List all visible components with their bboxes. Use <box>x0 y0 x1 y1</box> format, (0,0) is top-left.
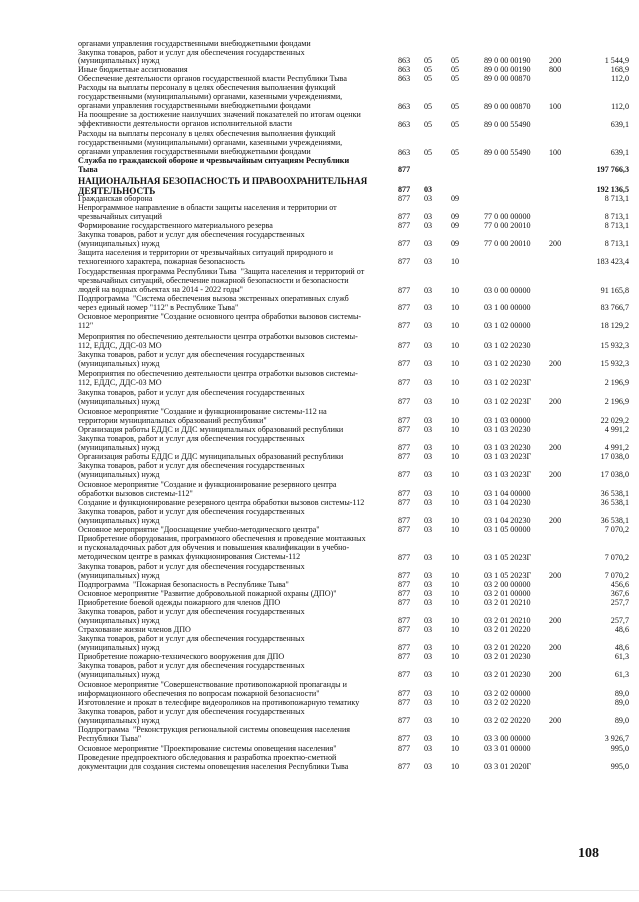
amount: 17 038,0 <box>600 470 629 479</box>
target-article-code: 03 1 02 20230 <box>484 341 531 350</box>
amount: 197 766,3 <box>596 165 629 174</box>
ministry-code: 877 <box>398 257 411 266</box>
amount: 3 926,7 <box>604 734 629 743</box>
ministry-code: 877 <box>398 194 411 203</box>
amount: 456,6 <box>610 580 629 589</box>
ministry-code: 877 <box>398 239 411 248</box>
section-code: 03 <box>424 416 433 425</box>
section-code: 03 <box>424 625 433 634</box>
amount: 18 129,2 <box>600 321 629 330</box>
row-name: Основное мероприятие "Проектирование системы оповещения населения" <box>78 744 337 753</box>
amount: 8 713,1 <box>604 194 629 203</box>
row-name: (муниципальных) нужд <box>78 56 160 65</box>
amount: 112,0 <box>611 74 629 83</box>
amount: 168,9 <box>610 65 629 74</box>
amount: 4 991,2 <box>604 425 629 434</box>
ministry-code: 863 <box>398 56 411 65</box>
section-code: 03 <box>424 470 433 479</box>
target-article-code: 03 1 02 00000 <box>484 321 531 330</box>
target-article-code: 03 1 05 2023Г <box>484 571 532 580</box>
section-code: 03 <box>424 443 433 452</box>
ministry-code: 877 <box>398 643 411 652</box>
section-code: 03 <box>424 598 433 607</box>
row-name: Организация работы ЕДДС и ДДС муниципальных образований республики <box>78 425 344 434</box>
section-code: 03 <box>424 286 433 295</box>
subsection-code: 10 <box>451 397 460 406</box>
ministry-code: 863 <box>398 65 411 74</box>
subsection-code: 10 <box>451 580 460 589</box>
target-article-code: 03 1 02 20230 <box>484 359 531 368</box>
section-code: 03 <box>424 321 433 330</box>
row-name: Иные бюджетные ассигнования <box>78 65 188 74</box>
section-code: 03 <box>424 194 433 203</box>
target-article-code: 77 0 00 20010 <box>484 239 531 248</box>
expense-type-code: 200 <box>549 516 562 525</box>
expense-type-code: 100 <box>549 148 562 157</box>
ministry-code: 877 <box>398 286 411 295</box>
amount: 7 070,2 <box>604 571 629 580</box>
row-name: Закупка товаров, работ и услуг для обеспечения государственных (муниципальных) нужд <box>78 661 305 679</box>
target-article-code: 03 2 01 00000 <box>484 589 531 598</box>
subsection-code: 10 <box>451 734 460 743</box>
row-name: Закупка товаров, работ и услуг для обеспечения государственных <box>78 48 305 57</box>
row-name: Подпрограмма "Реконструкция региональной системы оповещения населения Республики Тыва" <box>78 725 351 743</box>
row-name: Закупка товаров, работ и услуг для обеспечения государственных (муниципальных) нужд <box>78 607 305 625</box>
amount: 995,0 <box>610 762 629 771</box>
section-code: 05 <box>424 120 433 129</box>
target-article-code: 03 1 02 2023Г <box>484 397 532 406</box>
target-article-code: 03 1 04 20230 <box>484 498 531 507</box>
section-code: 03 <box>424 452 433 461</box>
ministry-code: 863 <box>398 148 411 157</box>
amount: 257,7 <box>610 616 629 625</box>
target-article-code: 89 0 00 00190 <box>484 65 531 74</box>
subsection-code: 10 <box>451 744 460 753</box>
ministry-code: 877 <box>398 670 411 679</box>
ministry-code: 877 <box>398 212 411 221</box>
target-article-code: 03 1 02 2023Г <box>484 378 532 387</box>
subsection-code: 10 <box>451 303 460 312</box>
subsection-code: 10 <box>451 643 460 652</box>
ministry-code: 877 <box>398 580 411 589</box>
expense-type-code: 800 <box>549 65 562 74</box>
target-article-code: 03 1 04 20230 <box>484 516 531 525</box>
target-article-code: 03 1 05 00000 <box>484 525 531 534</box>
subsection-code: 05 <box>451 65 460 74</box>
row-name: Закупка товаров, работ и услуг для обеспечения государственных (муниципальных) нужд <box>78 230 305 248</box>
section-code: 03 <box>424 571 433 580</box>
amount: 7 070,2 <box>604 525 629 534</box>
subsection-code: 05 <box>451 102 460 111</box>
expense-type-code: 200 <box>549 56 562 65</box>
subsection-code: 05 <box>451 148 460 157</box>
amount: 2 196,9 <box>604 378 629 387</box>
expense-type-code: 200 <box>549 470 562 479</box>
expense-type-code: 200 <box>549 716 562 725</box>
ministry-code: 877 <box>398 516 411 525</box>
row-name: Основное мероприятие "Создание и функционирование системы-112 на территории муниципальных образований республики" <box>78 407 327 425</box>
amount: 8 713,1 <box>604 212 629 221</box>
row-name: Приобретение боевой одежды пожарного для членов ДПО <box>78 598 281 607</box>
target-article-code: 03 2 01 20230 <box>484 652 531 661</box>
section-code: 03 <box>424 525 433 534</box>
target-article-code: 03 1 03 2023Г <box>484 470 532 479</box>
row-name: Закупка товаров, работ и услуг для обеспечения государственных (муниципальных) нужд <box>78 388 305 406</box>
ministry-code: 877 <box>398 571 411 580</box>
section-code: 03 <box>424 303 433 312</box>
section-code: 03 <box>424 378 433 387</box>
subsection-code: 09 <box>451 239 460 248</box>
subsection-code: 10 <box>451 525 460 534</box>
ministry-code: 877 <box>398 425 411 434</box>
row-name: Основное мероприятие "Дооснащение учебно-методического центра" <box>78 525 320 534</box>
ministry-code: 877 <box>398 452 411 461</box>
row-name: Закупка товаров, работ и услуг для обеспечения государственных (муниципальных) нужд <box>78 707 305 725</box>
amount: 257,7 <box>610 598 629 607</box>
ministry-code: 877 <box>398 625 411 634</box>
target-article-code: 03 3 01 00000 <box>484 744 531 753</box>
amount: 4 991,2 <box>604 443 629 452</box>
subsection-code: 10 <box>451 452 460 461</box>
subsection-code: 10 <box>451 698 460 707</box>
subsection-code: 10 <box>451 489 460 498</box>
amount: 8 713,1 <box>604 239 629 248</box>
section-code: 03 <box>424 397 433 406</box>
row-name: Закупка товаров, работ и услуг для обеспечения государственных (муниципальных) нужд <box>78 461 305 479</box>
target-article-code: 03 1 03 20230 <box>484 443 531 452</box>
row-name: Закупка товаров, работ и услуг для обеспечения государственных (муниципальных) нужд <box>78 562 305 580</box>
target-article-code: 03 2 01 20210 <box>484 616 531 625</box>
target-article-code: 03 1 03 20230 <box>484 425 531 434</box>
target-article-code: 03 0 00 00000 <box>484 286 531 295</box>
amount: 36 538,1 <box>600 516 629 525</box>
amount: 61,3 <box>614 652 629 661</box>
target-article-code: 03 2 01 20230 <box>484 670 531 679</box>
ministry-code: 877 <box>398 303 411 312</box>
row-name: Государственная программа Республики Тыва "Защита населения и территорий от чрезвычайных ситуаций, обеспечение пожарной безопасности и безопасности людей на водных объектах на 2014 - 2022 годы" <box>78 267 365 294</box>
row-name: Подпрограмма "Система обеспечения вызова экстренных оперативных служб через единый номер "112" в Республике Тыва" <box>78 294 349 312</box>
row-name: Страхование жизни членов ДПО <box>78 625 191 634</box>
subsection-code: 09 <box>451 221 460 230</box>
row-name: Организация работы ЕДДС и ДДС муниципальных образований республики <box>78 452 344 461</box>
target-article-code: 03 2 02 20220 <box>484 716 531 725</box>
row-name: НАЦИОНАЛЬНАЯ БЕЗОПАСНОСТЬ И ПРАВООХРАНИТЕЛЬНАЯ ДЕЯТЕЛЬНОСТЬ <box>78 176 368 196</box>
section-code: 03 <box>424 716 433 725</box>
row-name: Закупка товаров, работ и услуг для обеспечения государственных (муниципальных) нужд <box>78 350 305 368</box>
subsection-code: 10 <box>451 716 460 725</box>
amount: 89,0 <box>614 716 629 725</box>
ministry-code: 877 <box>398 762 411 771</box>
subsection-code: 05 <box>451 120 460 129</box>
amount: 367,6 <box>610 589 629 598</box>
target-article-code: 77 0 00 00000 <box>484 212 531 221</box>
subsection-code: 10 <box>451 498 460 507</box>
expense-type-code: 200 <box>549 616 562 625</box>
amount: 36 538,1 <box>600 489 629 498</box>
section-code: 03 <box>424 425 433 434</box>
subsection-code: 09 <box>451 194 460 203</box>
amount: 83 766,7 <box>600 303 629 312</box>
subsection-code: 10 <box>451 286 460 295</box>
subsection-code: 10 <box>451 341 460 350</box>
ministry-code: 863 <box>398 120 411 129</box>
section-code: 05 <box>424 148 433 157</box>
amount: 2 196,9 <box>604 397 629 406</box>
ministry-code: 877 <box>398 598 411 607</box>
amount: 22 029,2 <box>600 416 629 425</box>
target-article-code: 03 2 01 20220 <box>484 625 531 634</box>
section-code: 03 <box>424 185 433 194</box>
row-name: Проведение предпроектного обследования и разработка проектно-сметной документации для создания системы оповещения населения Республики Тыва <box>78 753 349 771</box>
target-article-code: 89 0 00 55490 <box>484 148 531 157</box>
amount: 15 932,3 <box>600 359 629 368</box>
subsection-code: 10 <box>451 378 460 387</box>
subsection-code: 10 <box>451 598 460 607</box>
ministry-code: 877 <box>398 716 411 725</box>
section-code: 05 <box>424 65 433 74</box>
amount: 995,0 <box>610 744 629 753</box>
row-name: Основное мероприятие "Создание основного центра обработки вызовов системы- 112" <box>78 312 362 330</box>
subsection-code: 10 <box>451 589 460 598</box>
row-name: Расходы на выплаты персоналу в целях обеспечения выполнения функций государственными (муниципальными) органами, казенными учреждениями, органами управления государственными внебюджетными фондами <box>78 83 343 110</box>
amount: 17 038,0 <box>600 452 629 461</box>
ministry-code: 877 <box>398 698 411 707</box>
expense-type-code: 200 <box>549 670 562 679</box>
row-name: Приобретение пожарно-технического вооружения для ДПО <box>78 652 285 661</box>
ministry-code: 877 <box>398 689 411 698</box>
amount: 48,6 <box>614 643 629 652</box>
target-article-code: 03 1 05 2023Г <box>484 553 532 562</box>
row-name: Подпрограмма "Пожарная безопасность в Республике Тыва" <box>78 580 289 589</box>
page-number: 108 <box>578 846 599 861</box>
section-code: 03 <box>424 616 433 625</box>
row-name: Создание и функционирование резервного центра обработки вызовов системы-112 <box>78 498 365 507</box>
page-edge <box>0 890 639 891</box>
section-code: 05 <box>424 102 433 111</box>
ministry-code: 877 <box>398 498 411 507</box>
ministry-code: 877 <box>398 185 411 194</box>
expense-type-code: 200 <box>549 397 562 406</box>
amount: 8 713,1 <box>604 221 629 230</box>
target-article-code: 89 0 00 00190 <box>484 56 531 65</box>
target-article-code: 03 1 03 00000 <box>484 416 531 425</box>
section-code: 03 <box>424 762 433 771</box>
target-article-code: 89 0 00 00870 <box>484 74 531 83</box>
row-name: Основное мероприятие "Развитие добровольной пожарной охраны (ДПО)" <box>78 589 337 598</box>
section-code: 03 <box>424 257 433 266</box>
subsection-code: 05 <box>451 74 460 83</box>
amount: 1 544,9 <box>604 56 629 65</box>
section-code: 03 <box>424 643 433 652</box>
ministry-code: 877 <box>398 378 411 387</box>
section-code: 03 <box>424 670 433 679</box>
subsection-code: 10 <box>451 321 460 330</box>
ministry-code: 877 <box>398 616 411 625</box>
row-name: Основное мероприятие "Совершенствование противопожарной пропаганды и информационного обеспечения по вопросам пожарной безопасности" <box>78 680 347 698</box>
row-name: На поощрение за достижение наилучших значений показателей по итогам оценки эффективности деятельности органов исполнительной власти <box>78 110 361 128</box>
subsection-code: 10 <box>451 616 460 625</box>
ministry-code: 877 <box>398 397 411 406</box>
amount: 7 070,2 <box>604 553 629 562</box>
section-code: 05 <box>424 74 433 83</box>
ministry-code: 877 <box>398 443 411 452</box>
subsection-code: 10 <box>451 470 460 479</box>
target-article-code: 89 0 00 55490 <box>484 120 531 129</box>
expense-type-code: 200 <box>549 443 562 452</box>
target-article-code: 03 2 02 20220 <box>484 698 531 707</box>
row-name: Обеспечение деятельности органов государственной власти Республики Тыва <box>78 74 347 83</box>
row-name: Приобретение оборудования, программного обеспечения и проведение монтажных и пусконаладочных работ для обучения и повышения квалификации в учебно- методическом центре в рамках функционирования Системы-112 <box>78 534 366 561</box>
subsection-code: 10 <box>451 553 460 562</box>
amount: 639,1 <box>610 148 629 157</box>
section-code: 03 <box>424 341 433 350</box>
ministry-code: 863 <box>398 102 411 111</box>
ministry-code: 877 <box>398 165 411 174</box>
subsection-code: 10 <box>451 670 460 679</box>
section-code: 03 <box>424 553 433 562</box>
section-code: 03 <box>424 744 433 753</box>
row-name: Расходы на выплаты персоналу в целях обеспечения выполнения функций государственными (муниципальными) органами, казенными учреждениями, органами управления государственными внебюджетными фондами <box>78 129 343 156</box>
target-article-code: 03 3 01 2020Г <box>484 762 532 771</box>
subsection-code: 10 <box>451 516 460 525</box>
row-name: Гражданская оборона <box>78 194 153 203</box>
row-name: Закупка товаров, работ и услуг для обеспечения государственных (муниципальных) нужд <box>78 507 305 525</box>
section-code: 03 <box>424 221 433 230</box>
row-name: органами управления государственными внебюджетными фондами <box>78 39 311 48</box>
subsection-code: 09 <box>451 212 460 221</box>
amount: 639,1 <box>610 120 629 129</box>
section-code: 03 <box>424 212 433 221</box>
ministry-code: 877 <box>398 652 411 661</box>
expense-type-code: 100 <box>549 102 562 111</box>
row-name: Основное мероприятие "Создание и функционирование резервного центра обработки вызовов системы-112" <box>78 480 337 498</box>
ministry-code: 863 <box>398 74 411 83</box>
row-name: Защита населения и территории от чрезвычайных ситуаций природного и техногенного характера, пожарная безопасность <box>78 248 333 266</box>
target-article-code: 03 3 00 00000 <box>484 734 531 743</box>
section-code: 03 <box>424 359 433 368</box>
amount: 61,3 <box>614 670 629 679</box>
amount: 89,0 <box>614 689 629 698</box>
amount: 15 932,3 <box>600 341 629 350</box>
row-name: Закупка товаров, работ и услуг для обеспечения государственных (муниципальных) нужд <box>78 434 305 452</box>
subsection-code: 10 <box>451 571 460 580</box>
subsection-code: 10 <box>451 359 460 368</box>
subsection-code: 10 <box>451 762 460 771</box>
amount: 112,0 <box>611 102 629 111</box>
section-code: 03 <box>424 698 433 707</box>
section-code: 03 <box>424 516 433 525</box>
target-article-code: 03 2 01 20220 <box>484 643 531 652</box>
amount: 89,0 <box>614 698 629 707</box>
row-name: Служба по гражданской обороне и чрезвычайным ситуациям Республики Тыва <box>78 156 350 174</box>
amount: 48,6 <box>614 625 629 634</box>
row-name: Формирование государственного материального резерва <box>78 221 273 230</box>
section-code: 03 <box>424 239 433 248</box>
amount: 36 538,1 <box>600 498 629 507</box>
ministry-code: 877 <box>398 416 411 425</box>
expense-type-code: 200 <box>549 239 562 248</box>
section-code: 03 <box>424 580 433 589</box>
ministry-code: 877 <box>398 359 411 368</box>
subsection-code: 10 <box>451 443 460 452</box>
ministry-code: 877 <box>398 221 411 230</box>
ministry-code: 877 <box>398 321 411 330</box>
ministry-code: 877 <box>398 525 411 534</box>
ministry-code: 877 <box>398 489 411 498</box>
amount: 192 136,5 <box>596 185 629 194</box>
subsection-code: 10 <box>451 416 460 425</box>
row-name: Закупка товаров, работ и услуг для обеспечения государственных (муниципальных) нужд <box>78 634 305 652</box>
section-code: 03 <box>424 652 433 661</box>
ministry-code: 877 <box>398 341 411 350</box>
subsection-code: 10 <box>451 689 460 698</box>
subsection-code: 10 <box>451 257 460 266</box>
subsection-code: 10 <box>451 652 460 661</box>
target-article-code: 03 2 02 00000 <box>484 689 531 698</box>
target-article-code: 89 0 00 00870 <box>484 102 531 111</box>
section-code: 03 <box>424 589 433 598</box>
section-code: 03 <box>424 734 433 743</box>
amount: 91 165,8 <box>600 286 629 295</box>
target-article-code: 03 1 00 00000 <box>484 303 531 312</box>
expense-type-code: 200 <box>549 643 562 652</box>
target-article-code: 03 2 01 20210 <box>484 598 531 607</box>
section-code: 03 <box>424 498 433 507</box>
section-code: 03 <box>424 689 433 698</box>
ministry-code: 877 <box>398 553 411 562</box>
expense-type-code: 200 <box>549 359 562 368</box>
section-code: 03 <box>424 489 433 498</box>
subsection-code: 10 <box>451 625 460 634</box>
subsection-code: 10 <box>451 425 460 434</box>
row-name: Непрограммное направление в области защиты населения и территории от чрезвычайных ситуаций <box>78 203 337 221</box>
subsection-code: 05 <box>451 56 460 65</box>
ministry-code: 877 <box>398 744 411 753</box>
target-article-code: 03 1 03 2023Г <box>484 452 532 461</box>
row-name: Мероприятия по обеспечению деятельности центра отработки вызовов системы- 112, ЕДДС, ДДС-03 МО <box>78 369 358 387</box>
expense-type-code: 200 <box>549 571 562 580</box>
section-code: 05 <box>424 56 433 65</box>
amount: 183 423,4 <box>596 257 629 266</box>
row-name: Мероприятия по обеспечению деятельности центра отработки вызовов системы- 112, ЕДДС, ДДС-03 МО <box>78 332 358 350</box>
row-name: Изготовление и прокат в телесфире видеороликов на противопожарную тематику <box>78 698 360 707</box>
ministry-code: 877 <box>398 470 411 479</box>
target-article-code: 77 0 00 20010 <box>484 221 531 230</box>
ministry-code: 877 <box>398 734 411 743</box>
target-article-code: 03 1 04 00000 <box>484 489 531 498</box>
ministry-code: 877 <box>398 589 411 598</box>
target-article-code: 03 2 00 00000 <box>484 580 531 589</box>
